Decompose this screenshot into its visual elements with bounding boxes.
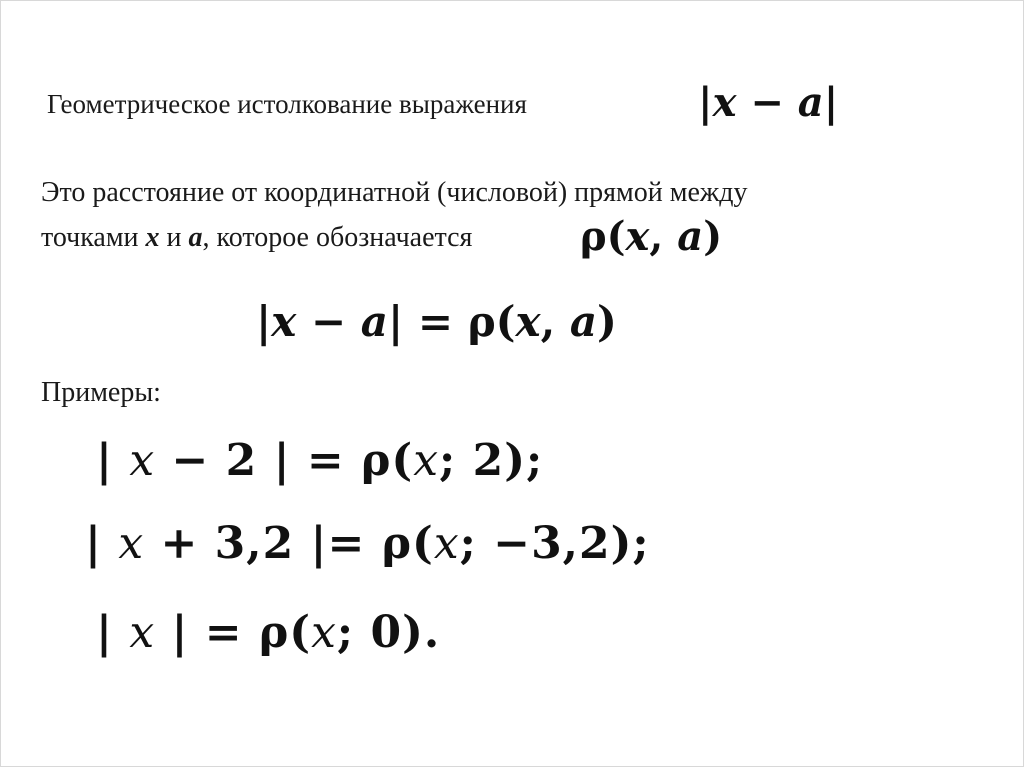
equals-rho: = ρ( xyxy=(188,607,312,658)
var-x: x xyxy=(433,518,460,569)
rhs: ; 0). xyxy=(336,607,441,658)
examples-label: Примеры: xyxy=(41,377,161,408)
var-x: x xyxy=(712,79,737,126)
definition-line-1: Это расстояние от координатной (числовой) прямой между xyxy=(41,177,748,208)
abs-close: | xyxy=(387,297,404,346)
lhs-rest: | xyxy=(155,607,189,658)
comma: , xyxy=(649,213,678,260)
example-2 xyxy=(85,518,650,569)
rho-symbol: ρ xyxy=(467,297,496,346)
line2-prefix: точками xyxy=(41,222,146,253)
example-3 xyxy=(96,607,440,658)
heading-text: Геометрическое истолкование выражения xyxy=(47,89,527,119)
var-x: x xyxy=(129,607,156,658)
paren-open: ( xyxy=(495,297,516,346)
heading-expression xyxy=(698,79,838,126)
abs-open: | xyxy=(698,79,713,126)
var-a: a xyxy=(360,297,388,346)
equals-sign: = xyxy=(403,297,468,346)
var-a: a xyxy=(797,79,824,126)
var-x: x xyxy=(311,607,337,658)
rhs: ; 2); xyxy=(439,435,544,486)
paren-close: ) xyxy=(703,213,723,260)
definition-line-2 xyxy=(41,222,472,254)
main-equation xyxy=(256,297,617,346)
rho-symbol: ρ xyxy=(580,213,607,260)
equals-rho: = ρ( xyxy=(327,518,434,569)
var-a: a xyxy=(677,213,704,260)
equals-rho: = ρ( xyxy=(290,435,414,486)
minus-sign: − xyxy=(736,79,798,126)
rhs: ; −3,2); xyxy=(459,518,650,569)
minus-sign: − xyxy=(296,297,361,346)
comma: , xyxy=(540,297,570,346)
var-x-bold: x xyxy=(145,222,160,253)
abs-open: | xyxy=(85,518,119,569)
abs-close: | xyxy=(823,79,839,126)
paren-open: ( xyxy=(606,213,626,260)
paren-close: ) xyxy=(597,297,617,346)
abs-open: | xyxy=(96,435,130,486)
var-x: x xyxy=(515,297,541,346)
var-a: a xyxy=(569,297,598,346)
abs-open: | xyxy=(256,297,272,346)
line2-suffix: , которое обозначается xyxy=(202,222,473,253)
var-a-bold: a xyxy=(188,222,203,253)
var-x: x xyxy=(625,213,650,260)
example-1 xyxy=(96,435,543,486)
lhs-rest: + 3,2 | xyxy=(144,518,328,569)
var-x: x xyxy=(271,297,297,346)
rho-expression xyxy=(580,213,722,260)
var-x: x xyxy=(413,435,440,486)
conjunction: и xyxy=(159,222,189,253)
lhs-rest: − 2 | xyxy=(155,435,291,486)
var-x: x xyxy=(118,518,145,569)
abs-open: | xyxy=(96,607,130,658)
var-x: x xyxy=(129,435,156,486)
